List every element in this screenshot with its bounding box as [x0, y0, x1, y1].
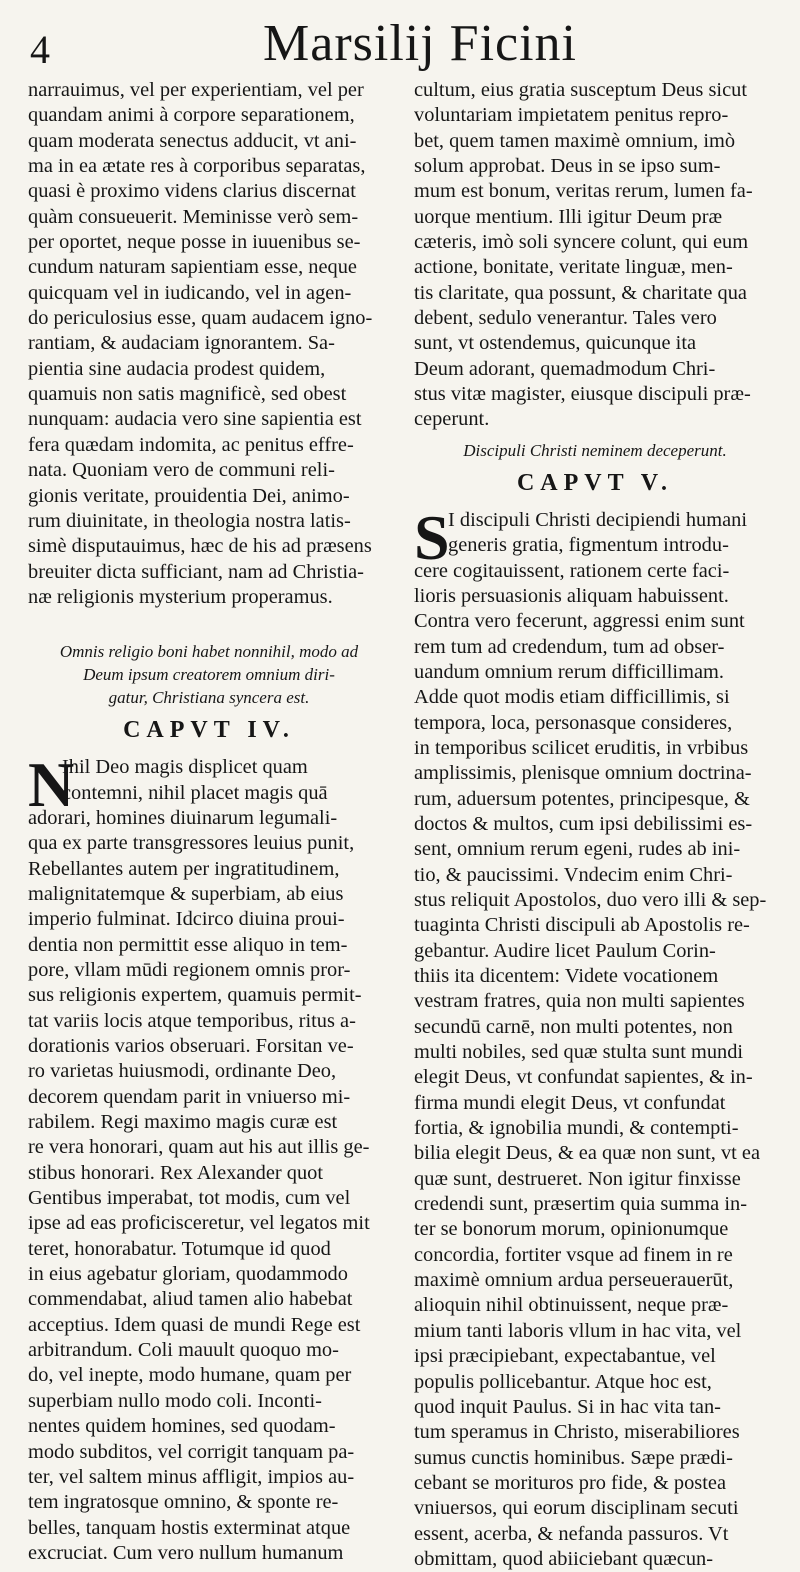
text-line: concordia, fortiter vsque ad finem in re — [414, 1243, 733, 1266]
text-line: ceperunt. — [414, 408, 490, 431]
text-line: fortia, & ignobilia mundi, & contempti- — [414, 1117, 739, 1140]
text-line: rum diuinitate, in theologia nostra latis- — [28, 509, 351, 532]
text-line: in eius agebatur gloriam, quodammodo — [28, 1263, 348, 1286]
text-line: commendabat, aliud tamen alio habebat — [28, 1288, 353, 1311]
rubric — [414, 439, 776, 462]
text-line: vniuersos, qui eorum disciplinam secuti — [414, 1497, 739, 1520]
text-line: Contra vero fecerunt, aggressi enim sunt — [414, 610, 745, 633]
page-number: 4 — [30, 27, 50, 72]
drop-cap: N — [28, 749, 75, 821]
text-line: nata. Quoniam vero de communi reli- — [28, 459, 335, 482]
text-line: ipse ad eas proficisceretur, vel legatos mit — [28, 1212, 370, 1235]
text-line: Gentibus imperabat, tot modis, cum vel — [28, 1187, 351, 1210]
text-line: belles, tanquam hostis exterminat atque — [28, 1516, 351, 1539]
paragraph — [28, 749, 390, 1566]
text-line: thiis ita dicentem: Videte vocationem — [414, 965, 719, 987]
text-line: rantiam, & audaciam ignorantem. Sa- — [28, 332, 335, 355]
text-line: contemni, nihil placet magis quā — [62, 781, 328, 804]
text-line: quod inquit Paulus. Si in hac vita tan- — [414, 1395, 721, 1418]
text-line: stus vitæ magister, eiusque discipuli præ- — [414, 383, 751, 406]
text-line: ro varietas huiusmodi, ordinante Deo, — [28, 1060, 337, 1083]
text-line: gatur, Christiana syncera est. — [108, 688, 310, 708]
text-line: bilia elegit Deus, & ea quæ non sunt, vt ea — [414, 1142, 761, 1165]
text-line: bet, quem tamen maximè omnium, imò — [414, 129, 736, 152]
text-line: tuaginta Christi discipuli ab Apostolis re- — [414, 914, 750, 937]
right-column — [414, 78, 776, 1572]
running-title: Marsilij Ficini — [263, 15, 577, 72]
text-line: pientia sine audacia prodest quidem, — [28, 357, 326, 380]
left-column — [28, 78, 390, 1566]
text-line: Omnis religio boni habet nonnihil, modo ad — [59, 642, 359, 662]
page-header — [0, 0, 800, 78]
text-line: uorque mentium. Illi igitur Deum præ — [414, 205, 723, 228]
text-line: quandam animi à corpore separationem, — [28, 104, 355, 127]
text-line: stibus honorari. Rex Alexander quot — [28, 1161, 324, 1184]
text-line: excruciat. Cum vero nullum humanum — [28, 1541, 344, 1564]
text-line: quasi è proximo videns clarius discernat — [28, 180, 356, 203]
text-line: nunquam: audacia vero sine sapientia est — [28, 408, 362, 431]
text-line: do periculosius esse, quam audacem igno- — [28, 307, 373, 330]
text-line: rum, aduersum potentes, principesque, & — [414, 787, 750, 810]
rubric — [28, 640, 390, 709]
text-line: decorem quendam parit in vniuerso mi- — [28, 1085, 351, 1108]
text-line: acceptius. Idem quasi de mundi Rege est — [28, 1313, 361, 1336]
text-line: adorari, homines diuinarum legumali- — [28, 806, 338, 829]
text-line: actione, bonitate, veritate linguæ, men- — [414, 256, 733, 279]
text-line: tio, & paucissimi. Vndecim enim Chri- — [414, 863, 733, 886]
text-line: I discipuli Christi decipiendi humani — [448, 508, 748, 531]
text-line: ma in ea ætate res à corporibus separatas, — [28, 155, 366, 178]
text-line: per oportet, neque posse in iuuenibus se- — [28, 231, 361, 254]
text-line: gebantur. Audire licet Paulum Corin- — [414, 939, 716, 962]
text-line: modo subditos, vel corrigit tanquam pa- — [28, 1440, 355, 1463]
text-line: amplissimis, plenisque omnium doctrina- — [414, 762, 752, 785]
text-line: solum approbat. Deus in se ipso sum- — [414, 155, 721, 178]
text-line: sent, omnium rerum egeni, rudes ab ini- — [414, 838, 741, 861]
text-line: do, vel inepte, modo humane, quam per — [28, 1364, 352, 1387]
paragraph — [28, 78, 390, 610]
text-line: generis gratia, figmentum introdu- — [448, 534, 729, 557]
text-line: Discipuli Christi neminem deceperunt. — [463, 440, 727, 460]
text-line: simè disputauimus, hæc de his ad præsens — [28, 535, 372, 558]
chapter-title: CAPVT V. — [516, 469, 674, 496]
text-line: quam moderata senectus adducit, vt ani- — [28, 129, 357, 152]
text-line: voluntariam impietatem penitus repro- — [414, 104, 729, 127]
text-line: superbiam nullo modo coli. Inconti- — [28, 1389, 322, 1412]
text-line: Adde quot modis etiam difficillimis, si — [414, 686, 730, 709]
text-line: ter se bonorum morum, opinionumque — [414, 1218, 729, 1241]
text-line: tem ingratosque omnino, & sponte re- — [28, 1491, 339, 1514]
drop-cap: S — [414, 501, 450, 573]
text-line: imperio fulminat. Idcirco diuina proui- — [28, 908, 345, 931]
text-line: Deum ipsum creatorem omnium diri- — [83, 665, 335, 685]
text-line: uandum omnium rerum difficillimam. — [414, 660, 724, 683]
text-line: cere cogitauissent, rationem certe faci- — [414, 559, 730, 582]
text-line: credendi sunt, præsertim quia summa in- — [414, 1193, 747, 1216]
text-line: quàm consueuerit. Meminisse verò sem- — [28, 205, 359, 228]
text-line: elegit Deus, vt confundat sapientes, & in- — [414, 1066, 753, 1089]
chapter-title: CAPVT IV. — [123, 717, 295, 744]
text-line: doctos & multos, cum ipsi debilissimi es- — [414, 812, 753, 835]
text-line: sus religionis expertem, quamuis permit- — [28, 984, 362, 1007]
text-line: cundum naturam sapientiam esse, neque — [28, 256, 357, 279]
paragraph — [414, 78, 776, 433]
text-line: ipsi præcipiebant, expectabantue, vel — [414, 1345, 716, 1368]
text-line: Deum adorant, quemadmodum Chri- — [414, 357, 716, 380]
text-line: stus reliquit Apostolos, duo vero illi & sep- — [414, 888, 767, 911]
text-line: cæteris, imò soli syncere colunt, qui eum — [414, 231, 749, 254]
text-line: narrauimus, vel per experientiam, vel per — [28, 79, 364, 101]
text-line: alioquin nihil obtinuissent, neque præ- — [414, 1294, 729, 1317]
text-line: in temporibus scilicet eruditis, in vrbibus — [414, 736, 749, 759]
text-line: sumus cunctis hominibus. Sæpe prædi- — [414, 1446, 733, 1469]
text-line: tis claritate, qua possunt, & charitate qua — [414, 281, 747, 304]
text-line: quicquam vel in iudicando, vel in agen- — [28, 281, 352, 304]
text-line: cebant se morituros pro fide, & postea — [414, 1471, 727, 1494]
text-line: breuiter dicta sufficiant, nam ad Christia- — [28, 560, 364, 583]
text-line: rabilem. Regi maximo magis curæ est — [28, 1111, 338, 1134]
text-line: populis pollicebantur. Atque hoc est, — [414, 1370, 712, 1393]
text-line: mum est bonum, veritas rerum, lumen fa- — [414, 180, 753, 203]
text-line: quamuis non satis magnificè, sed obest — [28, 383, 347, 406]
text-line: mium tanti laboris vllum in hac vita, vel — [414, 1319, 742, 1342]
text-line: obmittam, quod abiiciebant quæcun- — [414, 1547, 713, 1570]
text-line: lioris persuasionis aliquam habuissent. — [414, 584, 729, 607]
text-line: essent, acerba, & nefanda passuros. Vt — [414, 1522, 729, 1545]
text-line: tat variis locis atque temporibus, ritus a- — [28, 1009, 356, 1032]
text-line: dorationis varios obseruari. Forsitan ve- — [28, 1035, 354, 1057]
text-line: teret, honorabatur. Totumque id quod — [28, 1237, 331, 1260]
text-line: Rebellantes autem per ingratitudinem, — [28, 857, 340, 880]
text-line: arbitrandum. Coli mauult quoquo mo- — [28, 1339, 339, 1362]
text-line: ter, vel saltem minus affligit, impios au- — [28, 1465, 355, 1488]
text-line: nentes quidem homines, sed quodam- — [28, 1415, 336, 1438]
text-line: qua ex parte transgressores leuius punit, — [28, 832, 355, 855]
text-line: tum speramus in Christo, miserabiliores — [414, 1421, 740, 1444]
text-line: vestram fratres, quia non multi sapientes — [414, 990, 745, 1013]
text-line: re vera honorari, quam aut his aut illis ge- — [28, 1136, 370, 1159]
text-line: multi nobiles, sed quæ stulta sunt mundi — [414, 1041, 744, 1064]
text-line: sunt, vt ostendemus, quicunque ita — [414, 332, 697, 355]
text-line: næ religionis mysterium properamus. — [28, 585, 333, 608]
paragraph — [414, 501, 776, 1572]
text-line: malignitatemque & superbiam, ab eius — [28, 882, 344, 905]
text-line: fera quædam indomita, ac penitus effre- — [28, 433, 354, 456]
text-line: tempora, loca, personasque consideres, — [414, 711, 733, 734]
text-line: dentia non permittit esse aliquo in tem- — [28, 933, 348, 956]
text-line: pore, vllam mūdi regionem omnis pror- — [28, 958, 351, 981]
text-line: firma mundi elegit Deus, vt confundat — [414, 1091, 726, 1114]
text-line: gionis veritate, prouidentia Dei, animo- — [28, 484, 350, 507]
text-line: secundū carnē, non multi potentes, non — [414, 1015, 733, 1038]
text-line: cultum, eius gratia susceptum Deus sicut — [414, 79, 747, 101]
text-line: maximè omnium ardua perseuerauerūt, — [414, 1269, 734, 1292]
text-line: rem tum ad credendum, tum ad obser- — [414, 635, 725, 658]
text-line: quæ sunt, destrueret. Non igitur finxisse — [414, 1167, 741, 1190]
text-line: debent, sedulo venerantur. Tales vero — [414, 307, 717, 330]
text-line: Ihil Deo magis displicet quam — [62, 756, 308, 779]
